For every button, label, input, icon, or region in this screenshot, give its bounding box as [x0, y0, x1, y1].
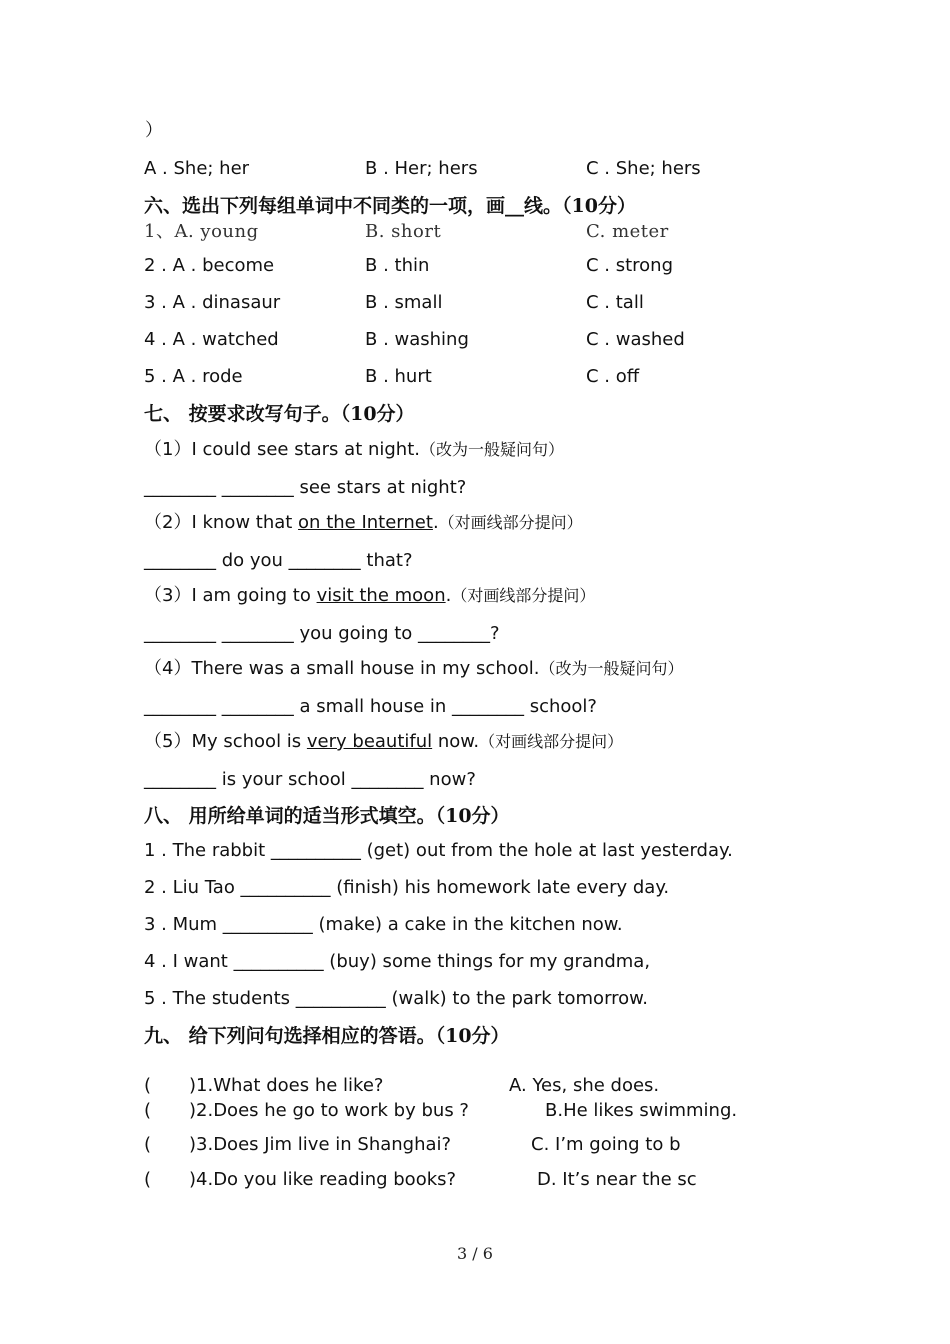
s7-q5	[144, 731, 623, 753]
s7-q1	[144, 439, 564, 461]
s7-q4-instruction: （改为一般疑问句）	[539, 659, 684, 678]
s6-row4-a: 4 . A . watched	[144, 329, 279, 350]
section-8-title: 八、 用所给单词的适当形式填空。（10分）	[144, 805, 510, 827]
s9-paren-4: (	[144, 1169, 152, 1190]
s9-paren-1: (	[144, 1075, 152, 1096]
option-c: C . She; hers	[586, 158, 701, 179]
s9-paren-3: (	[144, 1134, 152, 1155]
s9-answer-a: A. Yes, she does.	[509, 1075, 660, 1096]
s6-row5-b: B . hurt	[365, 366, 432, 387]
s6-row4-c: C . washed	[586, 329, 685, 350]
s9-answer-d: D. It’s near the sc	[537, 1169, 697, 1190]
section-9-title: 九、 给下列问句选择相应的答语。（10分）	[144, 1025, 510, 1047]
s7-q2-instruction: （对画线部分提问）	[438, 513, 583, 532]
s6-row2-c: C . strong	[586, 255, 674, 276]
s6-row1-b: B. short	[365, 221, 442, 242]
s9-answer-b: B.He likes swimming.	[545, 1100, 738, 1121]
s7-q2-underlined: on the Internet	[298, 512, 433, 533]
s9-answer-c: C. I’m going to b	[531, 1134, 681, 1155]
section-6-title: 六、选出下列每组单词中不同类的一项，画__线。（10分）	[144, 195, 636, 217]
s6-row3-a: 3 . A . dinasaur	[144, 292, 281, 313]
s8-item4: 4 . I want __________ (buy) some things for my grandma,	[144, 951, 651, 972]
s8-item1: 1 . The rabbit __________ (get) out from the hole at last yesterday.	[144, 840, 733, 861]
s9-question-2: )2.Does he go to work by bus ?	[189, 1100, 469, 1121]
s6-row2-b: B . thin	[365, 255, 430, 276]
s7-a1: ________ ________ see stars at night?	[144, 477, 467, 498]
s7-q3-instruction: （对画线部分提问）	[451, 586, 596, 605]
s7-q2-text: （2）I know that	[144, 512, 299, 533]
s7-q1-instruction: （改为一般疑问句）	[420, 440, 565, 459]
s7-q5-instruction: （对画线部分提问）	[479, 732, 624, 751]
s7-a4: ________ ________ a small house in ________ school?	[144, 696, 597, 717]
s6-row3-c: C . tall	[586, 292, 644, 313]
s7-a3: ________ ________ you going to ________?	[144, 623, 500, 644]
s7-q1-text: （1）I could see stars at night.	[144, 439, 420, 460]
s9-question-4: )4.Do you like reading books?	[189, 1169, 457, 1190]
s6-row4-b: B . washing	[365, 329, 469, 350]
s8-item3: 3 . Mum __________ (make) a cake in the kitchen now.	[144, 914, 623, 935]
closing-paren: ）	[145, 120, 163, 141]
s6-row3-b: B . small	[365, 292, 443, 313]
s6-row2-a: 2 . A . become	[144, 255, 275, 276]
s6-row5-a: 5 . A . rode	[144, 366, 243, 387]
s9-paren-2: (	[144, 1100, 152, 1121]
s7-q5-tail: now.	[432, 731, 480, 752]
s7-q3	[144, 585, 595, 607]
s9-question-1: )1.What does he like?	[189, 1075, 384, 1096]
s7-q2-tail: .	[432, 512, 439, 533]
s7-q2	[144, 512, 583, 534]
s7-q5-underlined: very beautiful	[306, 731, 433, 752]
s6-row1-c: C. meter	[586, 221, 669, 242]
s7-a5: ________ is your school ________ now?	[144, 769, 476, 790]
s7-q5-text: （5）My school is	[144, 731, 307, 752]
s6-row1-a: 1、A. young	[144, 221, 259, 242]
s6-row5-c: C . off	[586, 366, 640, 387]
s7-q3-underlined: visit the moon	[316, 585, 446, 606]
s7-q3-text: （3）I am going to	[144, 585, 317, 606]
s7-q4-text: （4）There was a small house in my school.	[144, 658, 540, 679]
s7-q3-tail: .	[445, 585, 452, 606]
option-a: A . She; her	[144, 158, 250, 179]
s9-question-3: )3.Does Jim live in Shanghai?	[189, 1134, 452, 1155]
s7-q4	[144, 658, 684, 680]
s7-a2: ________ do you ________ that?	[144, 550, 413, 571]
s8-item2: 2 . Liu Tao __________ (finish) his homework late every day.	[144, 877, 670, 898]
s8-item5: 5 . The students __________ (walk) to the park tomorrow.	[144, 988, 648, 1009]
page-number: 3 / 6	[457, 1244, 493, 1263]
option-b: B . Her; hers	[365, 158, 478, 179]
section-7-title: 七、 按要求改写句子。（10分）	[144, 403, 415, 425]
